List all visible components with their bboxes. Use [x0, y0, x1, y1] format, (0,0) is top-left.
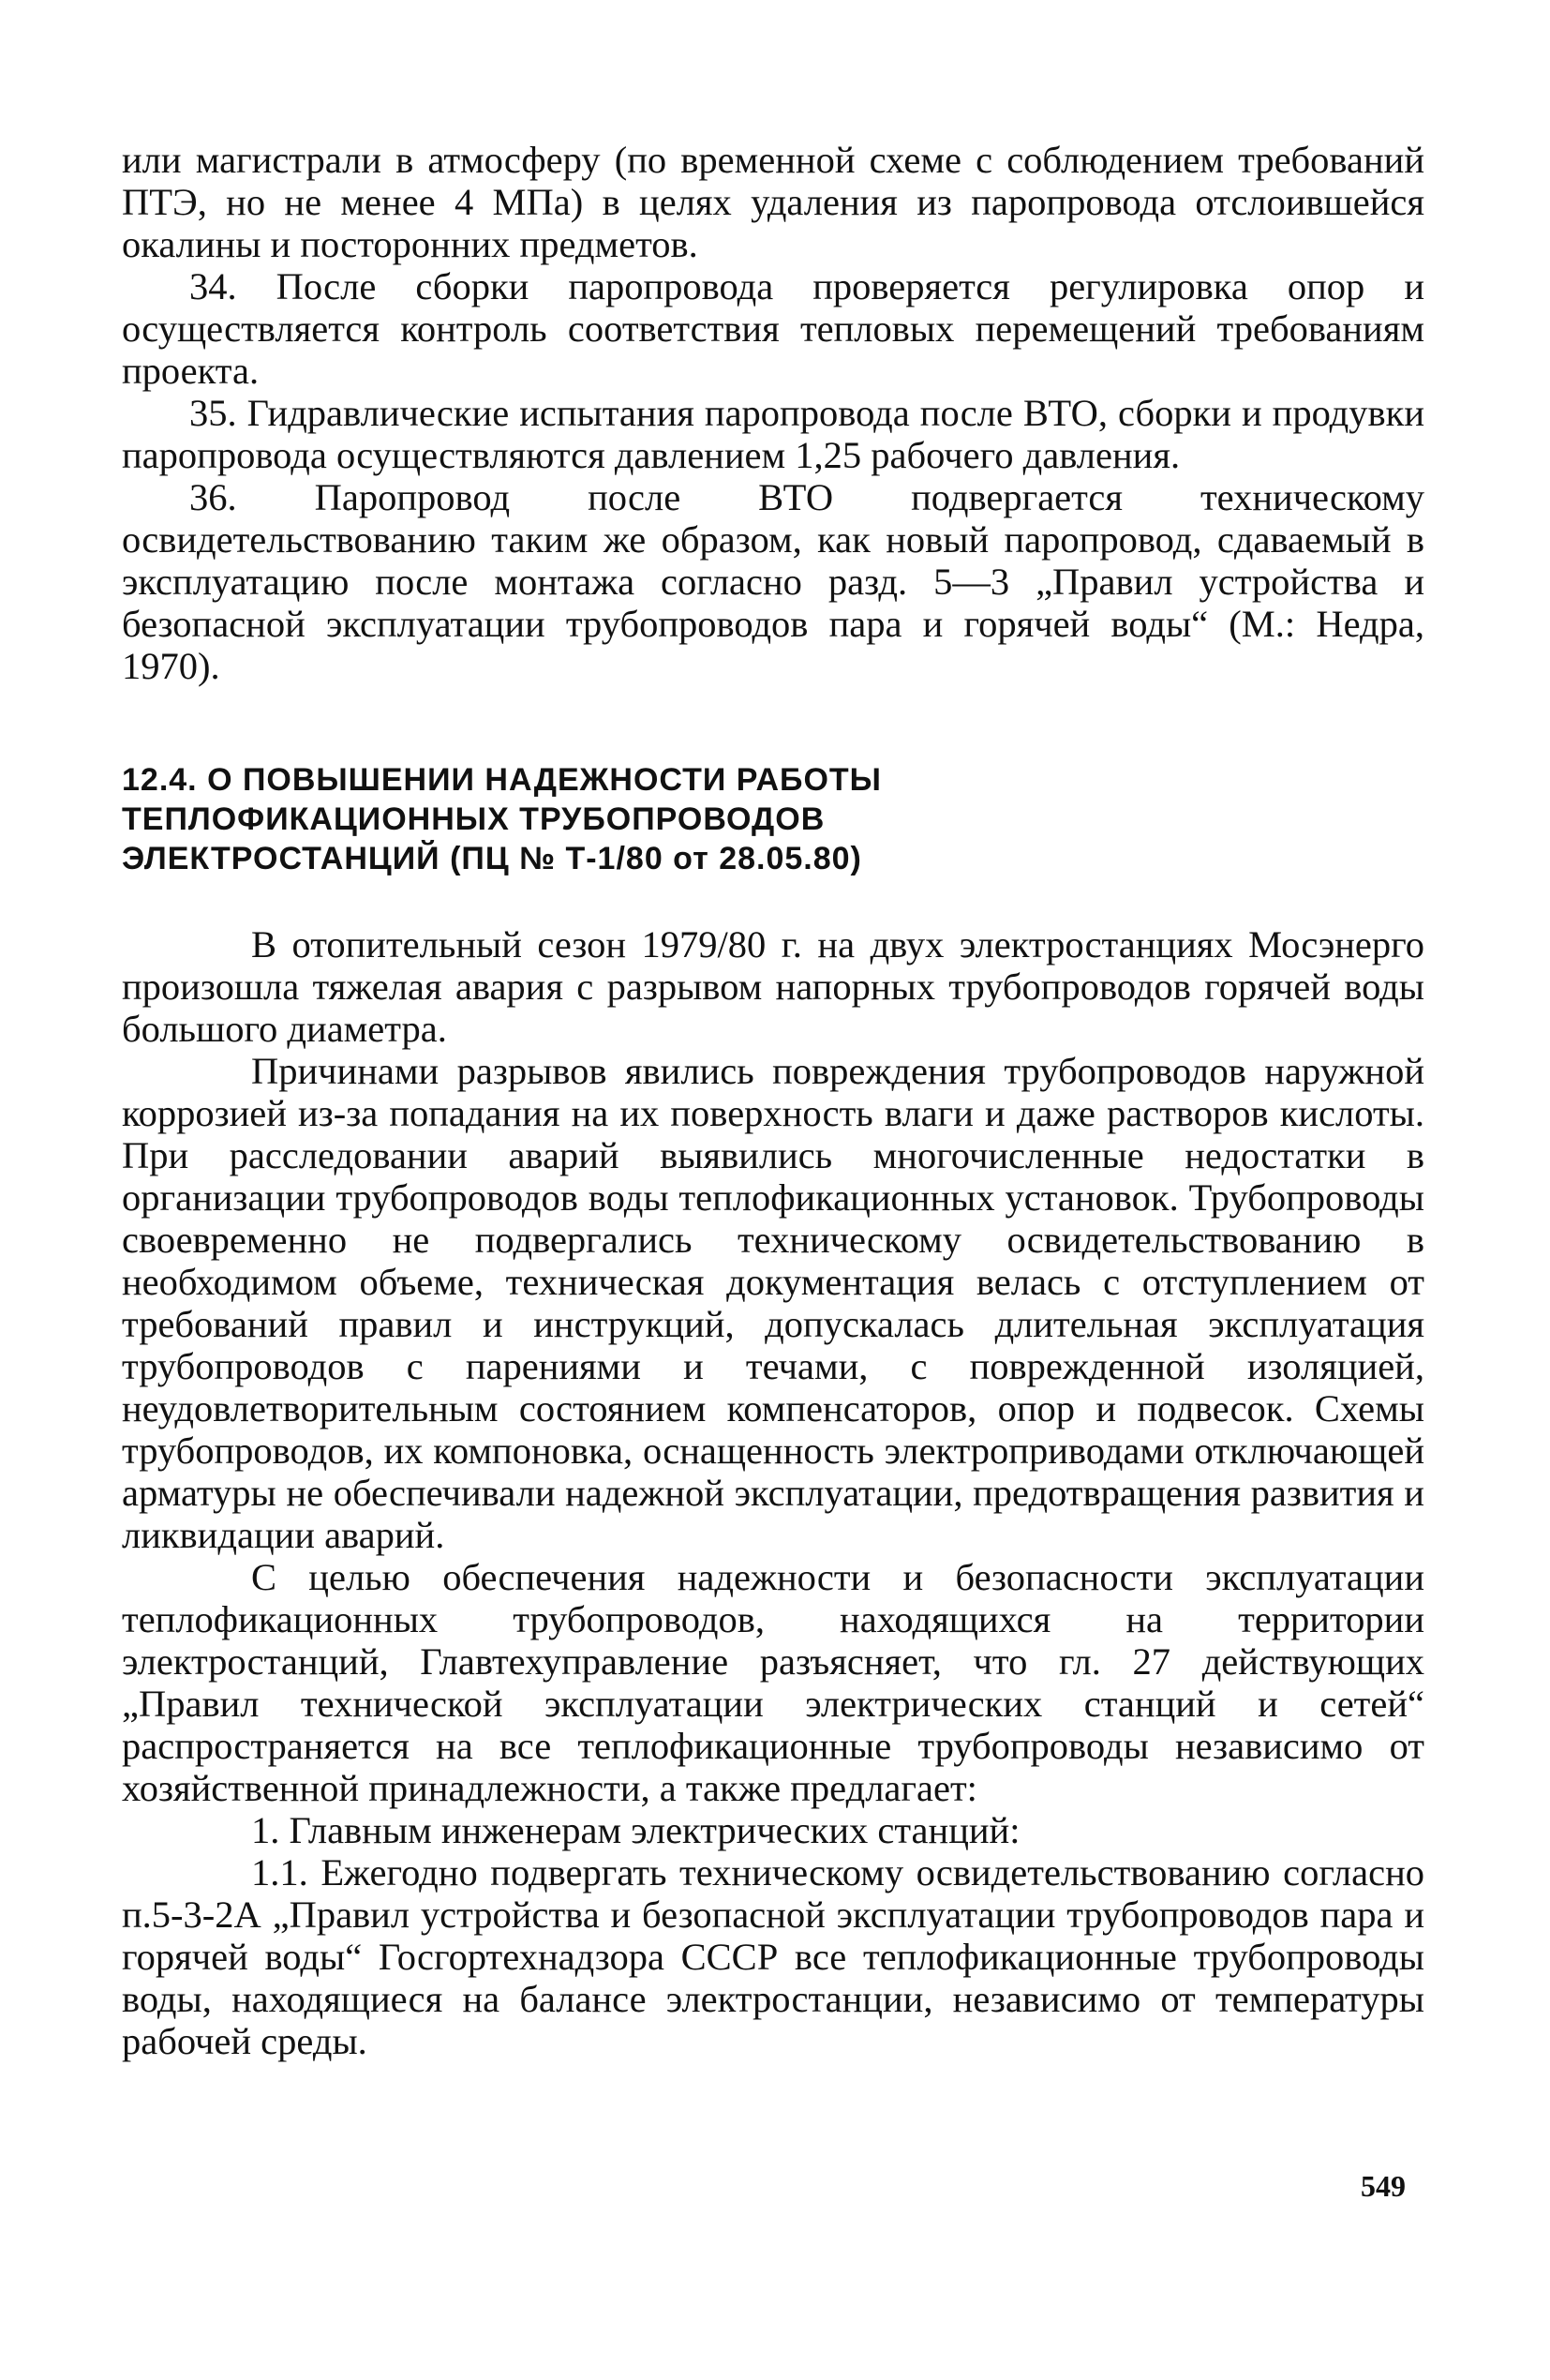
section-heading-line-2: ТЕПЛОФИКАЦИОННЫХ ТРУБОПРОВОДОВ	[122, 801, 826, 837]
page-number: 549	[1361, 2169, 1406, 2203]
paragraph-purpose: С целью обеспечения надежности и безопасности эксплуатации теплофикационных трубопроводов, находящихся на территории электростанций, Главтехуправление разъясняет, что гл. 27 действующих „Правил технической эксплуатации электрических станций и сетей“ распространяется на все теплофикационные трубопроводы независимо от хозяйственной принадлежности, а также предлагает:	[122, 1556, 1424, 1809]
section-heading	[122, 760, 1424, 878]
paragraph-item-1-1: 1.1. Ежегодно подвергать техническому освидетельствованию согласно п.5-3-2А „Правил устройства и безопасной эксплуатации трубопроводов пара и горячей воды“ Госгортехнадзора СССР все теплофикационные трубопроводы воды, находящиеся на балансе электростанции, независимо от температуры рабочей среды.	[122, 1851, 1424, 2062]
paragraph-continuation: или магистрали в атмосферу (по временной схеме с соблюдением требований ПТЭ, но не менее 4 МПа) в целях удаления из паропровода отслоившейся окалины и посторонних предметов.	[122, 139, 1424, 265]
page-content	[122, 139, 1424, 2062]
paragraph-item-35: 35. Гидравлические испытания паропровода после ВТО, сборки и продувки паропровода осуществляются давлением 1,25 рабочего давления.	[122, 392, 1424, 476]
section-heading-line-1: 12.4. О ПОВЫШЕНИИ НАДЕЖНОСТИ РАБОТЫ	[122, 762, 882, 798]
paragraph-item-34: 34. После сборки паропровода проверяется регулировка опор и осуществляется контроль соответствия тепловых перемещений требованиям проекта.	[122, 265, 1424, 392]
paragraph-causes: Причинами разрывов явились повреждения трубопроводов наружной коррозией из-за попадания на их поверхность влаги и даже растворов кислоты. При расследовании аварий выявились многочисленные недостатки в организации трубопроводов воды теплофикационных установок. Трубопроводы своевременно не подвергались техническому освидетельствованию в необходимом объеме, техническая документация велась с отступлением от требований правил и инструкций, допускалась длительная эксплуатация трубопроводов с парениями и течами, с поврежденной изоляцией, неудовлетворительным состоянием компенсаторов, опор и подвесок. Схемы трубопроводов, их компоновка, оснащенность электроприводами отключающей арматуры не обеспечивали надежной эксплуатации, предотвращения развития и ликвидации аварий.	[122, 1050, 1424, 1556]
paragraph-item-36: 36. Паропровод после ВТО подвергается техническому освидетельствованию таким же образом, как новый паропровод, сдаваемый в эксплуатацию после монтажа согласно разд. 5—3 „Правил устройства и безопасной эксплуатации трубопроводов пара и горячей воды“ (М.: Недра, 1970).	[122, 476, 1424, 687]
section-heading-line-3: ЭЛЕКТРОСТАНЦИЙ (ПЦ № Т-1/80 от 28.05.80)	[122, 841, 862, 876]
paragraph-intro: В отопительный сезон 1979/80 г. на двух электростанциях Мосэнерго произошла тяжелая авария с разрывом напорных трубопроводов горячей воды большого диаметра.	[122, 923, 1424, 1050]
paragraph-item-1: 1. Главным инженерам электрических станций:	[251, 1809, 1021, 1851]
